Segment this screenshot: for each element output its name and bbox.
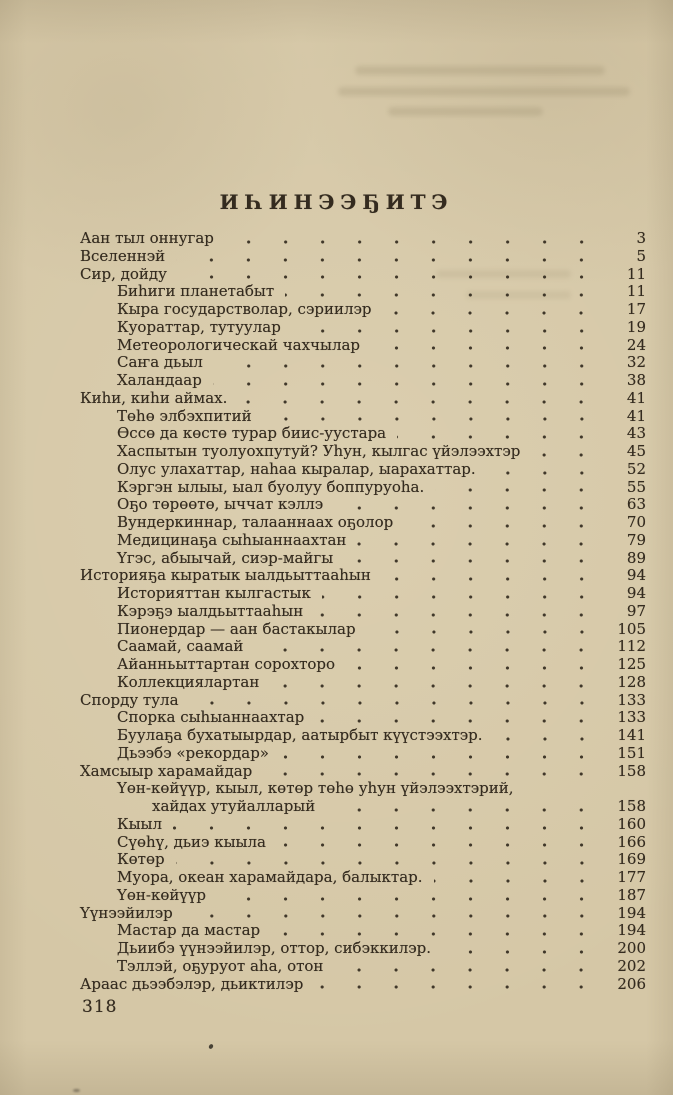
toc-entry-label: Спорка сыһыаннаахтар xyxy=(117,708,305,727)
toc-entry-page: 5 xyxy=(636,246,646,265)
toc-entry xyxy=(80,638,646,656)
dot-leader xyxy=(434,878,600,884)
toc-entry xyxy=(80,922,646,940)
toc-entry-label: Кыра государстволар, сэриилэр xyxy=(117,300,372,318)
toc-entry xyxy=(80,834,646,852)
dot-leader xyxy=(334,505,600,511)
ink-speck xyxy=(208,1043,214,1049)
toc-entry-label: Куораттар, тутуулар xyxy=(117,317,281,336)
toc-entry-page: 169 xyxy=(617,850,646,869)
toc-entry-page: 158 xyxy=(617,797,646,815)
toc-entry-page: 112 xyxy=(617,637,646,656)
toc-entry-page: 166 xyxy=(617,832,646,851)
dot-leader xyxy=(322,594,600,600)
dot-leader xyxy=(178,274,600,280)
toc-entry xyxy=(80,940,646,958)
dot-leader xyxy=(346,665,600,671)
toc-entry xyxy=(80,887,646,905)
contents-title: ИҺИНЭЭҔИТЭ xyxy=(219,190,454,214)
toc-entry xyxy=(80,621,646,639)
toc-entry-page: 206 xyxy=(617,974,646,993)
toc-entry xyxy=(80,390,646,408)
toc-entry-page: 133 xyxy=(617,690,646,709)
toc-entry-page: 32 xyxy=(626,353,646,372)
toc-entry xyxy=(80,550,646,568)
toc-entry-label: Айанньыттартан сорохторо xyxy=(117,655,336,673)
dot-leader xyxy=(382,310,600,316)
toc-entry-label: Вселеннэй xyxy=(80,246,166,265)
toc-entry xyxy=(80,656,646,674)
toc-entry-page: 38 xyxy=(626,371,646,389)
dot-leader xyxy=(314,984,600,990)
toc-entry-label: Историяҕа кыратык ыалдьыттааһын xyxy=(80,566,371,585)
toc-entry-label: Тэллэй, оҕуруот аһа, отон xyxy=(117,956,324,975)
toc-entry-label: Кэрэҕэ ыалдьыттааһын xyxy=(117,601,304,620)
toc-entry-label: Өссө да көстө турар биис-уустара xyxy=(117,424,387,443)
toc-entry-page: 94 xyxy=(626,584,646,602)
toc-entry xyxy=(80,976,646,994)
toc-entry-label: Хаспытын туолуохпутуй? Уһун, кылгас үйэлээхтэр xyxy=(117,442,521,460)
toc-entry xyxy=(80,283,646,301)
toc-entry-label: Спорду тула xyxy=(80,690,179,709)
toc-entry-label: Сүөһү, дьиэ кыыла xyxy=(117,832,266,851)
dot-leader xyxy=(263,416,600,422)
dot-leader xyxy=(225,239,600,245)
toc-entry-label: Муора, океан харамайдара, балыктар. xyxy=(117,868,423,886)
toc-entry xyxy=(80,337,646,355)
toc-entry-page: 194 xyxy=(617,903,646,922)
toc-entry xyxy=(80,798,646,816)
toc-entry xyxy=(80,354,646,372)
toc-entry-page: 97 xyxy=(626,601,646,620)
toc-entry xyxy=(80,674,646,692)
toc-entry-label: хайдах утуйалларый xyxy=(152,797,316,815)
ink-speck xyxy=(73,1089,80,1092)
dot-leader xyxy=(176,257,600,263)
dot-leader xyxy=(334,967,600,973)
toc-entry-label: Үүнээйилэр xyxy=(80,903,173,922)
toc-entry xyxy=(80,443,646,461)
page-number: 318 xyxy=(82,997,118,1017)
toc-entry-page: 41 xyxy=(626,388,646,407)
dot-leader xyxy=(271,931,600,937)
toc-entry-label: Кэргэн ылыы, ыал буолуу боппуруоһа. xyxy=(117,477,425,496)
dot-leader xyxy=(494,736,600,742)
dot-leader xyxy=(173,825,600,831)
toc-entry xyxy=(80,603,646,621)
dot-leader xyxy=(344,558,600,564)
toc-entry-page: 89 xyxy=(626,548,646,567)
toc-entry xyxy=(80,585,646,603)
dot-leader xyxy=(270,683,600,689)
dot-leader xyxy=(176,860,600,866)
toc-entry-label: Историяттан кылгастык xyxy=(117,584,311,602)
toc-entry xyxy=(80,230,646,248)
toc-entry xyxy=(80,408,646,426)
toc-entry xyxy=(80,425,646,443)
toc-entry xyxy=(80,851,646,869)
toc-entry-page: 160 xyxy=(617,814,646,833)
toc-entry xyxy=(80,248,646,266)
toc-entry xyxy=(80,266,646,284)
toc-entry-page: 3 xyxy=(636,229,646,247)
toc-entry xyxy=(80,372,646,390)
toc-entry xyxy=(80,532,646,550)
toc-entry-label: Хамсыыр харамайдар xyxy=(80,761,253,780)
dot-leader xyxy=(357,541,600,547)
dot-leader xyxy=(213,381,600,387)
toc-entry-page: 105 xyxy=(617,619,646,638)
dot-leader xyxy=(292,328,600,334)
dot-leader xyxy=(326,807,600,813)
toc-entry xyxy=(80,780,646,798)
toc-entry-page: 43 xyxy=(626,424,646,443)
dot-leader xyxy=(367,629,600,635)
dot-leader xyxy=(263,771,600,777)
toc-entry-page: 194 xyxy=(617,921,646,940)
toc-entry-label: Саҥа дьыл xyxy=(117,353,203,372)
toc-entry xyxy=(80,905,646,923)
toc-entry-page: 125 xyxy=(617,655,646,673)
toc-entry xyxy=(80,496,646,514)
toc-entry xyxy=(80,745,646,763)
toc-entry-label: Медицинаҕа сыһыаннаахтан xyxy=(117,530,347,549)
toc-entry-label: Оҕо төрөөтө, ыччат кэллэ xyxy=(117,495,324,514)
toc-entry-label: Көтөр xyxy=(117,850,165,869)
dot-leader xyxy=(315,718,600,724)
bleedthrough-text-mark xyxy=(355,66,605,75)
toc-entry-label: Халандаар xyxy=(117,371,202,389)
toc-entry-label: Метеорологическай чахчылар xyxy=(117,335,361,354)
toc-entry-page: 79 xyxy=(626,530,646,549)
toc-entry-label: Мастар да мастар xyxy=(117,921,261,940)
toc-entry-label: Вундеркиннар, талааннаах оҕолор xyxy=(117,513,394,531)
toc-entry xyxy=(80,692,646,710)
dot-leader xyxy=(190,700,600,706)
toc-entry-page: 45 xyxy=(626,442,646,460)
toc-entry-label: Араас дьээбэлэр, дьиктилэр xyxy=(80,974,304,993)
toc-entry xyxy=(80,869,646,887)
dot-leader xyxy=(285,292,600,298)
dot-leader xyxy=(277,842,600,848)
toc-entry-label: Кыыл xyxy=(117,814,163,833)
dot-leader xyxy=(442,949,600,955)
toc-entry-page: 11 xyxy=(626,282,646,301)
dot-leader xyxy=(217,896,600,902)
toc-entry-page: 202 xyxy=(617,956,646,975)
toc-entry-label: Сир, дойду xyxy=(80,264,167,283)
toc-entry-page: 151 xyxy=(617,743,646,762)
toc-entry-page: 19 xyxy=(626,317,646,336)
toc-entry-page: 158 xyxy=(617,761,646,780)
toc-entry-page: 17 xyxy=(626,300,646,318)
toc-entry-page: 94 xyxy=(626,566,646,585)
toc-entry-page: 70 xyxy=(626,513,646,531)
dot-leader xyxy=(184,913,600,919)
toc-entry xyxy=(80,319,646,337)
toc-entry xyxy=(80,301,646,319)
bleedthrough-text-mark xyxy=(338,87,630,96)
dot-leader xyxy=(280,754,600,760)
toc-entry xyxy=(80,727,646,745)
dot-leader xyxy=(214,363,600,369)
toc-entry-page: 133 xyxy=(617,708,646,727)
toc-entry xyxy=(80,514,646,532)
dot-leader xyxy=(397,434,600,440)
toc-entry-label: Олус улахаттар, наһаа кыралар, ыарахаттар. xyxy=(117,459,476,478)
toc-entry-label: Үгэс, абыычай, сиэр-майгы xyxy=(117,548,334,567)
toc-entry xyxy=(80,461,646,479)
toc-entry xyxy=(80,709,646,727)
toc-entry-label: Үөн-көйүүр xyxy=(117,885,206,904)
toc-entry-page: 11 xyxy=(626,264,646,283)
toc-entry-page: 128 xyxy=(617,672,646,691)
toc-entry-page: 41 xyxy=(626,406,646,425)
toc-entry-label: Үөн-көйүүр, кыыл, көтөр төһө уһун үйэлээхтэрий, xyxy=(117,779,514,798)
toc-entry-label: Аан тыл оннугар xyxy=(80,229,214,247)
dot-leader xyxy=(238,399,600,405)
dot-leader xyxy=(382,576,600,582)
toc-entry xyxy=(80,567,646,585)
toc-entry xyxy=(80,763,646,781)
toc-entry-page: 200 xyxy=(617,939,646,957)
toc-entry-label: Пионердар — аан бастакылар xyxy=(117,619,356,638)
toc-entry-label: Биһиги планетабыт xyxy=(117,282,275,301)
toc-entry-label: Саамай, саамай xyxy=(117,637,244,656)
dot-leader xyxy=(404,523,600,529)
toc-entry-label: Коллекциялартан xyxy=(117,672,260,691)
dot-leader xyxy=(435,487,600,493)
toc-entry-page: 55 xyxy=(626,477,646,496)
toc-entry-page: 24 xyxy=(626,335,646,354)
toc-entry-page: 141 xyxy=(617,726,646,744)
toc-entry-label: Киһи, киһи аймах. xyxy=(80,388,228,407)
toc-entry xyxy=(80,958,646,976)
toc-entry-label: Буулаҕа бухатыырдар, аатырбыт күүстээхтэр. xyxy=(117,726,483,744)
toc-entry-page: 52 xyxy=(626,459,646,478)
dot-leader xyxy=(254,647,600,653)
toc-entry-label: Дьиибэ үүнээйилэр, оттор, сибэккилэр. xyxy=(117,939,432,957)
toc-entry-page: 63 xyxy=(626,495,646,514)
toc-entry xyxy=(80,479,646,497)
toc-entry-page: 187 xyxy=(617,885,646,904)
toc-entry-page: 177 xyxy=(617,868,646,886)
table-of-contents xyxy=(80,230,646,993)
bleedthrough-text-mark xyxy=(388,107,543,116)
dot-leader xyxy=(371,345,600,351)
toc-entry xyxy=(80,816,646,834)
dot-leader xyxy=(531,452,600,458)
dot-leader xyxy=(487,470,600,476)
toc-entry-label: Төһө элбэхпитий xyxy=(117,406,252,425)
dot-leader xyxy=(314,612,600,618)
toc-entry-label: Дьээбэ «рекордар» xyxy=(117,743,269,762)
